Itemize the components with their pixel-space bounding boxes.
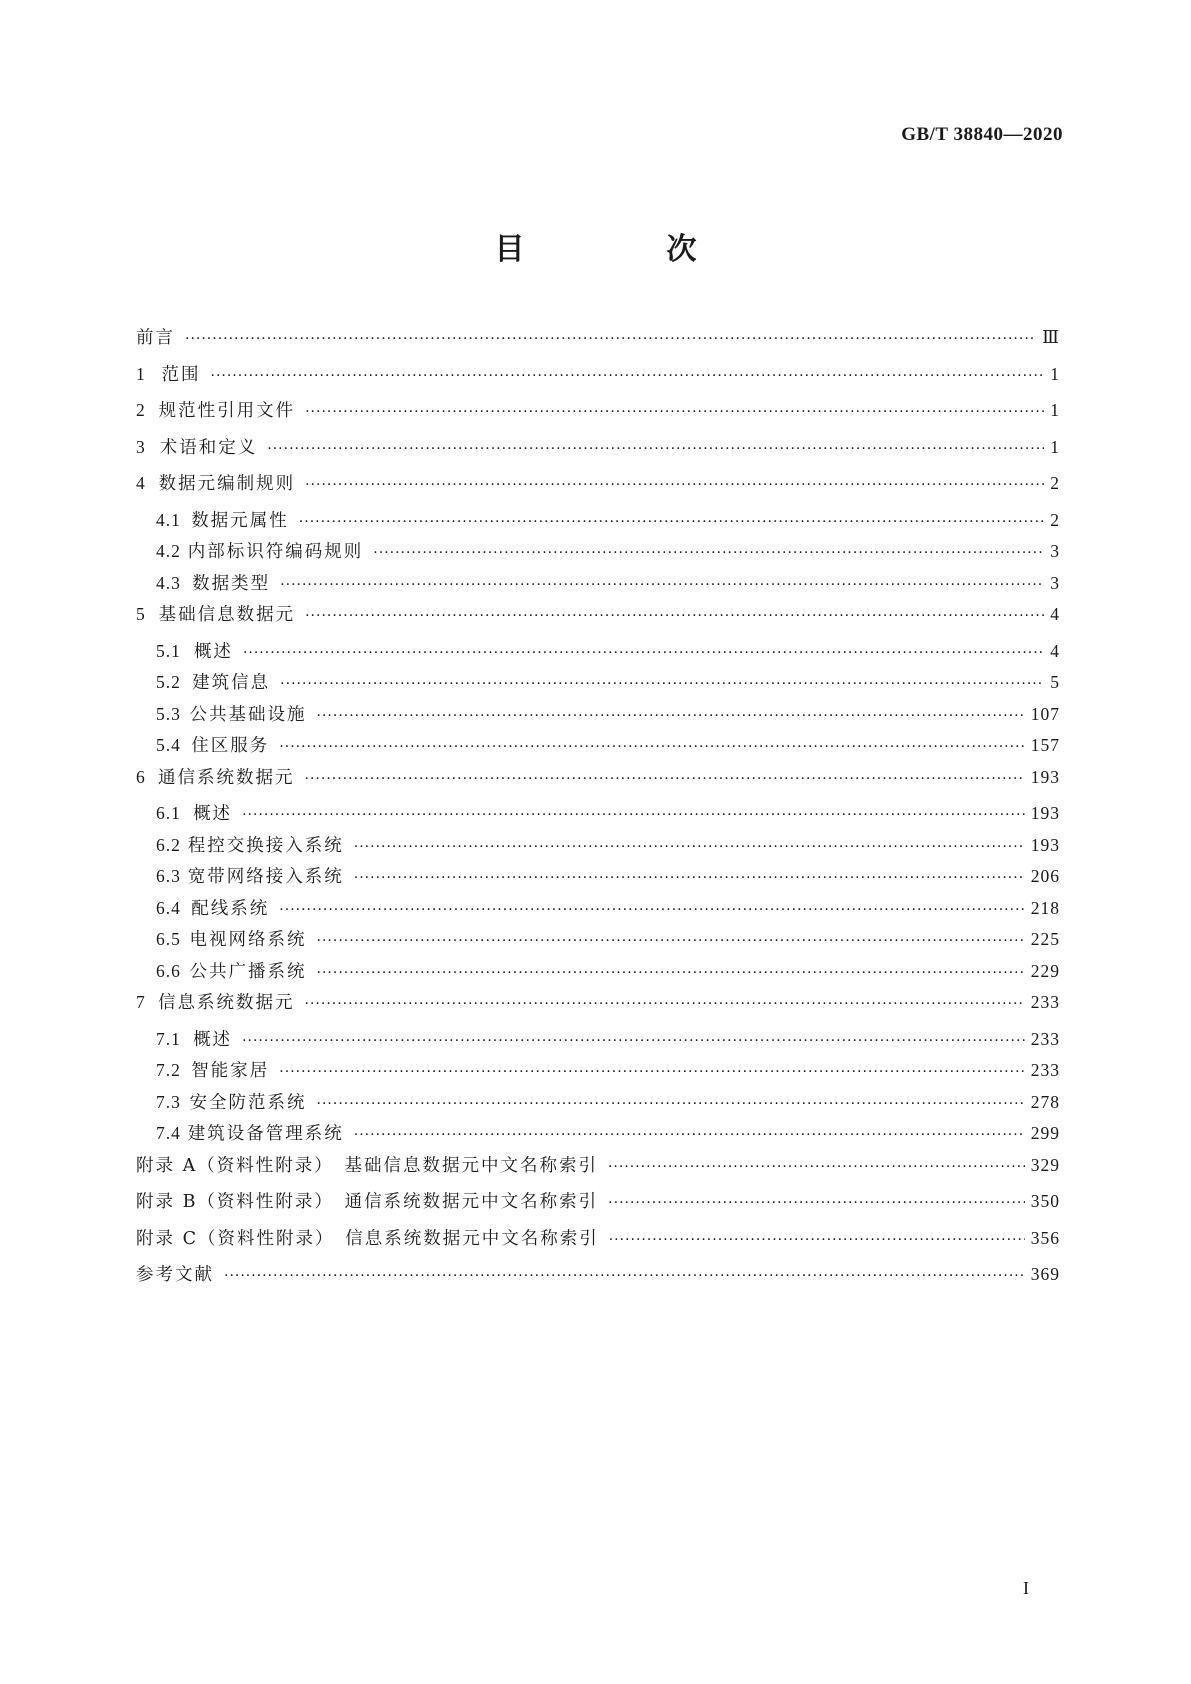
toc-entry-page: 299 bbox=[1030, 1123, 1060, 1143]
toc-dot-leader bbox=[317, 1096, 1025, 1112]
toc-dot-leader bbox=[242, 1033, 1025, 1049]
toc-entry-page: Ⅲ bbox=[1042, 327, 1060, 347]
toc-entry-label: 建筑设备管理系统 bbox=[187, 1124, 344, 1144]
toc-dot-leader bbox=[317, 708, 1025, 724]
toc-dot-leader bbox=[305, 477, 1044, 493]
toc-entry-page: 107 bbox=[1030, 703, 1060, 724]
toc-entry[interactable] bbox=[136, 434, 1060, 471]
toc-entry-number: 5.2 bbox=[156, 672, 181, 692]
toc-dot-leader bbox=[608, 1159, 1025, 1175]
toc-entry-page: 4 bbox=[1050, 604, 1060, 624]
toc-entry-number: 7.2 bbox=[156, 1060, 181, 1080]
toc-entry[interactable] bbox=[136, 538, 1060, 570]
toc-entry-label: 宽带网络接入系统 bbox=[187, 867, 344, 887]
toc-entry-page: 193 bbox=[1030, 834, 1060, 855]
toc-entry[interactable] bbox=[136, 1188, 1060, 1225]
toc-entry-number: 7.1 bbox=[156, 1028, 181, 1049]
toc-entry-page: 218 bbox=[1030, 897, 1060, 918]
toc-entry[interactable] bbox=[136, 1120, 1060, 1152]
toc-dot-leader bbox=[280, 676, 1044, 692]
toc-entry[interactable] bbox=[136, 669, 1060, 701]
toc-entry-number: 5.4 bbox=[156, 735, 181, 755]
toc-entry-page: 193 bbox=[1030, 766, 1060, 787]
toc-entry[interactable] bbox=[136, 601, 1060, 638]
toc-entry-page: 278 bbox=[1030, 1091, 1060, 1112]
toc-entry-number: 7.4 bbox=[156, 1123, 181, 1143]
toc-entry-label: 附录 B（资料性附录） 通信系统数据元中文名称索引 bbox=[136, 1192, 599, 1212]
toc-entry[interactable] bbox=[136, 832, 1060, 864]
toc-entry[interactable] bbox=[136, 989, 1060, 1026]
toc-dot-leader bbox=[279, 902, 1024, 918]
toc-dot-leader bbox=[608, 1195, 1025, 1211]
toc-entry-number: 5.1 bbox=[156, 640, 181, 661]
toc-entry[interactable] bbox=[136, 800, 1060, 832]
toc-entry-label: 数据类型 bbox=[192, 573, 271, 594]
toc-entry-number: 6.4 bbox=[156, 897, 181, 918]
toc-entry-label: 通信系统数据元 bbox=[158, 767, 295, 788]
toc-dot-leader bbox=[305, 404, 1044, 420]
toc-dot-leader bbox=[224, 1268, 1025, 1284]
toc-entry-page: 193 bbox=[1030, 803, 1060, 823]
toc-entry[interactable] bbox=[136, 863, 1060, 895]
toc-entry[interactable] bbox=[136, 1152, 1060, 1189]
toc-entry-label: 公共基础设施 bbox=[189, 704, 307, 725]
toc-entry-label: 电视网络系统 bbox=[189, 930, 307, 950]
toc-entry-label: 基础信息数据元 bbox=[158, 605, 296, 625]
toc-entry-number: 1 bbox=[136, 363, 146, 384]
page-number: I bbox=[1023, 1578, 1029, 1598]
toc-entry-label: 住区服务 bbox=[191, 736, 270, 756]
toc-entry-label: 附录 A（资料性附录） 基础信息数据元中文名称索引 bbox=[136, 1155, 598, 1176]
toc-entry-page: 3 bbox=[1050, 541, 1060, 561]
toc-entry-number: 6.5 bbox=[156, 929, 181, 949]
toc-entry-page: 157 bbox=[1030, 735, 1060, 755]
toc-entry-number: 4.2 bbox=[156, 541, 181, 561]
toc-entry-page: 329 bbox=[1030, 1154, 1060, 1175]
toc-entry-label: 范围 bbox=[161, 364, 201, 385]
toc-entry-page: 233 bbox=[1030, 992, 1060, 1012]
toc-entry-page: 1 bbox=[1050, 363, 1060, 384]
toc-entry[interactable] bbox=[136, 361, 1060, 398]
toc-entry-page: 1 bbox=[1050, 400, 1060, 420]
toc-entry-label: 公共广播系统 bbox=[189, 961, 307, 982]
toc-entry-label: 信息系统数据元 bbox=[158, 993, 295, 1013]
toc-dot-leader bbox=[354, 1127, 1025, 1143]
toc-entry[interactable] bbox=[136, 926, 1060, 958]
toc-entry-number: 7 bbox=[136, 992, 146, 1012]
toc-entry-number: 3 bbox=[136, 436, 146, 457]
standard-code: GB/T 38840—2020 bbox=[901, 124, 1063, 145]
toc-entry-number: 6.6 bbox=[156, 960, 181, 981]
toc-entry[interactable] bbox=[136, 1026, 1060, 1058]
toc-dot-leader bbox=[267, 441, 1044, 457]
toc-entry-page: 225 bbox=[1030, 929, 1060, 949]
toc-entry-label: 附录 C（资料性附录） 信息系统数据元中文名称索引 bbox=[136, 1228, 599, 1249]
toc-entry-label: 数据元属性 bbox=[191, 510, 289, 531]
table-of-contents bbox=[136, 324, 1060, 1298]
toc-dot-leader bbox=[317, 933, 1025, 949]
toc-entry-number: 5.3 bbox=[156, 703, 181, 724]
toc-entry-page: 2 bbox=[1050, 509, 1060, 530]
toc-entry-number: 2 bbox=[136, 400, 146, 420]
toc-entry[interactable] bbox=[136, 1225, 1060, 1262]
toc-entry-number: 5 bbox=[136, 604, 146, 624]
toc-dot-leader bbox=[305, 608, 1044, 624]
toc-entry-page: 1 bbox=[1050, 436, 1060, 457]
toc-entry-page: 3 bbox=[1050, 572, 1060, 593]
toc-entry-number: 6.3 bbox=[156, 866, 181, 886]
toc-entry-page: 233 bbox=[1030, 1028, 1060, 1049]
toc-entry-label: 程控交换接入系统 bbox=[187, 835, 344, 856]
toc-entry-label: 配线系统 bbox=[191, 898, 270, 919]
toc-entry-number: 6.1 bbox=[156, 803, 181, 823]
toc-entry[interactable] bbox=[136, 701, 1060, 733]
toc-entry[interactable] bbox=[136, 732, 1060, 764]
toc-entry-number: 4.3 bbox=[156, 572, 181, 593]
toc-entry-page: 206 bbox=[1030, 866, 1060, 886]
toc-entry-page: 2 bbox=[1050, 473, 1060, 493]
toc-entry[interactable] bbox=[136, 764, 1060, 801]
toc-entry[interactable] bbox=[136, 958, 1060, 990]
toc-entry-label: 概述 bbox=[193, 641, 233, 662]
toc-entry-label: 参考文献 bbox=[136, 1265, 214, 1285]
toc-dot-leader bbox=[279, 739, 1024, 755]
toc-dot-leader bbox=[317, 965, 1025, 981]
toc-entry[interactable] bbox=[136, 470, 1060, 507]
toc-dot-leader bbox=[609, 1232, 1025, 1248]
toc-entry-number: 4.1 bbox=[156, 509, 181, 530]
toc-entry-label: 建筑信息 bbox=[192, 673, 271, 693]
toc-entry-label: 概述 bbox=[193, 804, 233, 824]
toc-entry[interactable] bbox=[136, 324, 1060, 361]
toc-entry-page: 4 bbox=[1050, 640, 1060, 661]
toc-dot-leader bbox=[243, 645, 1044, 661]
toc-dot-leader bbox=[305, 996, 1025, 1012]
toc-dot-leader bbox=[185, 331, 1036, 347]
toc-dot-leader bbox=[354, 870, 1025, 886]
toc-entry-label: 术语和定义 bbox=[159, 437, 258, 458]
toc-entry[interactable] bbox=[136, 397, 1060, 434]
toc-entry-page: 5 bbox=[1050, 672, 1060, 692]
toc-dot-leader bbox=[299, 514, 1044, 530]
page-title: 目 次 bbox=[494, 232, 753, 267]
toc-dot-leader bbox=[305, 771, 1025, 787]
toc-entry-label: 内部标识符编码规则 bbox=[187, 542, 364, 562]
toc-dot-leader bbox=[279, 1064, 1024, 1080]
toc-dot-leader bbox=[280, 577, 1044, 593]
toc-entry-number: 6.2 bbox=[156, 834, 181, 855]
toc-entry[interactable] bbox=[136, 895, 1060, 927]
toc-entry[interactable] bbox=[136, 638, 1060, 670]
toc-entry-label: 安全防范系统 bbox=[189, 1092, 307, 1113]
toc-entry[interactable] bbox=[136, 1089, 1060, 1121]
toc-entry-page: 229 bbox=[1030, 960, 1060, 981]
toc-entry-page: 356 bbox=[1030, 1227, 1060, 1248]
toc-entry-page: 369 bbox=[1030, 1264, 1060, 1284]
toc-entry-number: 7.3 bbox=[156, 1091, 181, 1112]
toc-entry[interactable] bbox=[136, 507, 1060, 539]
toc-entry[interactable] bbox=[136, 570, 1060, 602]
toc-entry[interactable] bbox=[136, 1261, 1060, 1298]
toc-entry-label: 数据元编制规则 bbox=[158, 474, 296, 494]
toc-entry-label: 概述 bbox=[193, 1029, 233, 1050]
toc-dot-leader bbox=[242, 807, 1025, 823]
toc-dot-leader bbox=[354, 839, 1025, 855]
toc-entry-number: 6 bbox=[136, 766, 146, 787]
toc-dot-leader bbox=[373, 545, 1044, 561]
toc-entry[interactable] bbox=[136, 1057, 1060, 1089]
toc-entry-label: 前言 bbox=[136, 328, 175, 348]
toc-dot-leader bbox=[211, 368, 1045, 384]
toc-entry-number: 4 bbox=[136, 473, 146, 493]
toc-entry-page: 233 bbox=[1030, 1060, 1060, 1080]
toc-entry-page: 350 bbox=[1030, 1191, 1060, 1211]
toc-entry-label: 规范性引用文件 bbox=[158, 401, 296, 421]
toc-entry-label: 智能家居 bbox=[191, 1061, 270, 1081]
